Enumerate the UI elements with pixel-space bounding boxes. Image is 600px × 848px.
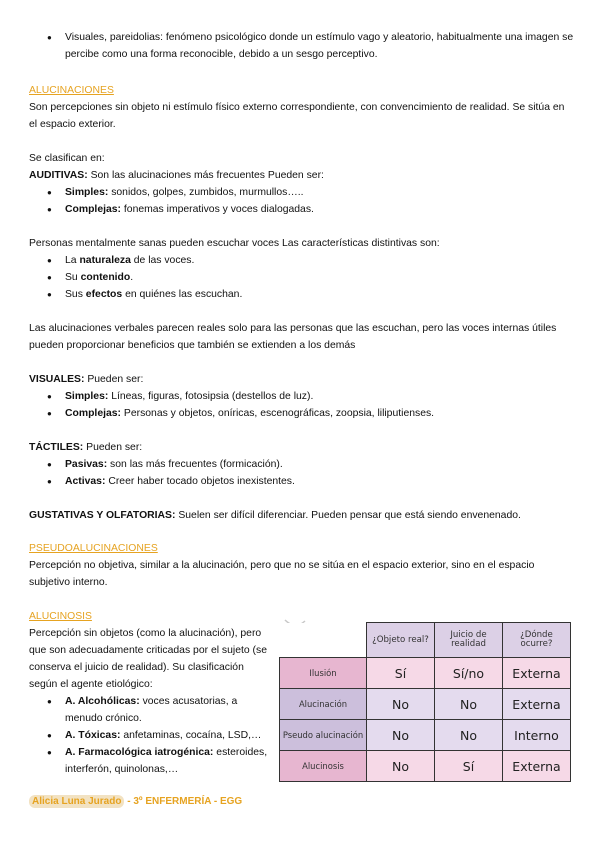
list-item bbox=[29, 405, 574, 422]
visuales-line bbox=[29, 371, 574, 388]
item-pre: La bbox=[65, 255, 80, 266]
visuales-list bbox=[29, 388, 574, 422]
item-term: naturaleza bbox=[79, 255, 131, 266]
table-row bbox=[280, 751, 571, 782]
list-item bbox=[29, 388, 574, 405]
verbales-paragraph: Las alucinaciones verbales parecen reales solo para las personas que las escuchan, pero las voces internas útiles pueden proporcionar beneficios que también se extienden a los demás bbox=[29, 323, 557, 351]
item-term: A. Farmacológica iatrogénica: bbox=[65, 747, 214, 758]
item-text: esteroides, interferón, quinolonas,… bbox=[65, 747, 268, 775]
column-header: ¿Dónde ocurre? bbox=[503, 623, 571, 658]
footer-separator: - bbox=[124, 796, 134, 807]
list-item bbox=[29, 269, 574, 286]
table-cell: No bbox=[435, 689, 503, 720]
alucinosis-heading: ALUCINOSIS bbox=[29, 611, 92, 622]
list-item bbox=[29, 184, 574, 201]
item-post: . bbox=[130, 272, 134, 283]
item-term: contenido bbox=[80, 272, 131, 283]
footer-author: Alicia Luna Jurado bbox=[29, 795, 124, 808]
alucinaciones-definition: Son percepciones sin objeto ni estímulo físico externo correspondiente, con convencimiento de realidad. Se sitúa en el espacio exterior. bbox=[29, 102, 565, 130]
item-term: Activas: bbox=[65, 476, 106, 487]
item-text: anfetaminas, cocaína, LSD,… bbox=[120, 730, 262, 741]
item-text: Personas y objetos, oníricas, escenográficas, zoopsia, liliputienses. bbox=[121, 408, 435, 419]
item-term: efectos bbox=[85, 289, 123, 300]
alucinaciones-section bbox=[29, 82, 574, 524]
gustativas-text: Suelen ser difícil diferenciar. Pueden pensar que está siendo envenenado. bbox=[175, 510, 521, 521]
list-item bbox=[29, 693, 269, 727]
list-item bbox=[29, 727, 269, 744]
pseudo-definition: Percepción no objetiva, similar a la alucinación, pero que no se sitúa en el espacio exterior, sino en el espacio subjetivo interno. bbox=[29, 560, 535, 588]
list-item bbox=[29, 456, 574, 473]
row-header: Alucinación bbox=[280, 689, 367, 720]
pareidolia-text: Visuales, pareidolias: fenómeno psicológico donde un estímulo vago y aleatorio, habitualmente una imagen se percibe como una forma reconocible, debido a un sesgo perceptivo. bbox=[65, 32, 574, 60]
row-header: Ilusión bbox=[280, 658, 367, 689]
sanas-intro: Personas mentalmente sanas pueden escuchar voces Las características distintivas son: bbox=[29, 238, 440, 249]
list-item bbox=[29, 473, 574, 490]
column-header: ¿Objeto real? bbox=[367, 623, 435, 658]
table-row bbox=[280, 720, 571, 751]
item-text: Creer haber tocado objetos inexistentes. bbox=[105, 476, 295, 487]
auditivas-label: AUDITIVAS: bbox=[29, 170, 88, 181]
column-header: Juicio de realidad bbox=[435, 623, 503, 658]
table-cell: Sí/no bbox=[435, 658, 503, 689]
table-cell: No bbox=[435, 720, 503, 751]
sanas-list bbox=[29, 252, 574, 303]
page-footer bbox=[29, 793, 242, 810]
table-cell: No bbox=[367, 720, 435, 751]
table-cell: Sí bbox=[435, 751, 503, 782]
table-cell: No bbox=[367, 689, 435, 720]
item-post: en quiénes las escuchan. bbox=[122, 289, 243, 300]
item-term: Simples: bbox=[65, 187, 109, 198]
alucinosis-list bbox=[29, 693, 269, 778]
list-item bbox=[29, 201, 574, 218]
alucinosis-section bbox=[29, 608, 269, 778]
item-text: voces acusatorias, a menudo crónico. bbox=[65, 696, 238, 724]
tactiles-text: Pueden ser: bbox=[83, 442, 143, 453]
auditivas-text: Son las alucinaciones más frecuentes Pueden ser: bbox=[87, 170, 324, 181]
table-cell: Interno bbox=[503, 720, 571, 751]
tactiles-label: TÁCTILES: bbox=[29, 442, 84, 453]
table-cell: No bbox=[367, 751, 435, 782]
item-text: son las más frecuentes (formicación). bbox=[107, 459, 283, 470]
item-text: sonidos, golpes, zumbidos, murmullos….. bbox=[108, 187, 304, 198]
alucinosis-definition: Percepción sin objetos (como la alucinación), pero que son adecuadamente criticadas por el sujeto (se conserva el juicio de realidad). Su clasificación según el agente etiológico: bbox=[29, 628, 267, 690]
list-item bbox=[29, 286, 574, 303]
visuales-text: Pueden ser: bbox=[84, 374, 144, 385]
pareidolia-section bbox=[29, 29, 574, 63]
table-corner bbox=[280, 623, 367, 658]
pseudo-section bbox=[29, 540, 574, 591]
item-term: A. Alcohólicas: bbox=[65, 696, 140, 707]
table-cell: Sí bbox=[367, 658, 435, 689]
item-term: Complejas: bbox=[65, 408, 122, 419]
pseudo-heading: PSEUDOALUCINACIONES bbox=[29, 543, 158, 554]
auditivas-line bbox=[29, 167, 574, 184]
item-term: A. Tóxicas: bbox=[65, 730, 121, 741]
classify-intro: Se clasifican en: bbox=[29, 153, 105, 164]
table-cell: Externa bbox=[503, 658, 571, 689]
row-header: Pseudo alucinación bbox=[280, 720, 367, 751]
alucinaciones-heading: ALUCINACIONES bbox=[29, 85, 114, 96]
gustativas-line bbox=[29, 507, 574, 524]
auditivas-list bbox=[29, 184, 574, 218]
list-item bbox=[29, 744, 269, 778]
item-text: Líneas, figuras, fotosipsia (destellos de luz). bbox=[108, 391, 314, 402]
list-item bbox=[29, 252, 574, 269]
item-pre: Su bbox=[65, 272, 81, 283]
tactiles-list bbox=[29, 456, 574, 490]
table-cell: Externa bbox=[503, 751, 571, 782]
item-term: Pasivas: bbox=[65, 459, 108, 470]
list-item bbox=[29, 29, 574, 63]
tactiles-line bbox=[29, 439, 574, 456]
gustativas-label: GUSTATIVAS Y OLFATORIAS: bbox=[29, 510, 176, 521]
item-term: Complejas: bbox=[65, 204, 122, 215]
comparison-table bbox=[279, 622, 571, 782]
table-cell: Externa bbox=[503, 689, 571, 720]
table-row bbox=[280, 658, 571, 689]
table-row bbox=[280, 689, 571, 720]
footer-course: 3º ENFERMERÍA - EGG bbox=[133, 796, 243, 807]
item-term: Simples: bbox=[65, 391, 109, 402]
row-header: Alucinosis bbox=[280, 751, 367, 782]
item-post: de las voces. bbox=[130, 255, 195, 266]
table-header-row bbox=[280, 623, 571, 658]
item-text: fonemas imperativos y voces dialogadas. bbox=[121, 204, 314, 215]
item-pre: Sus bbox=[65, 289, 86, 300]
visuales-label: VISUALES: bbox=[29, 374, 85, 385]
